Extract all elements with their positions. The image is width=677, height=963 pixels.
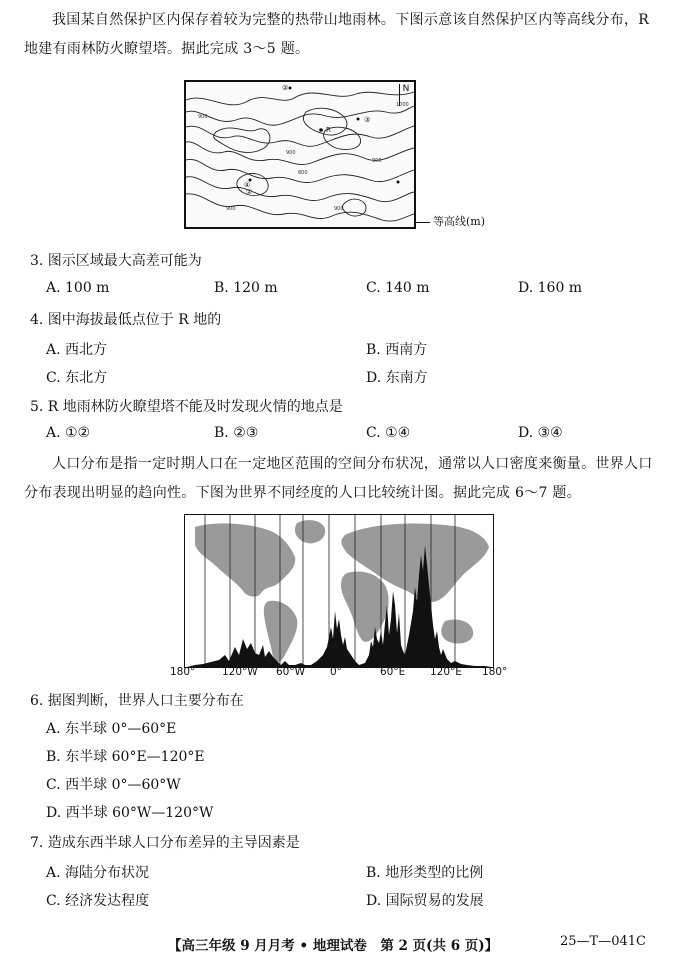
svg-text:800: 800	[298, 170, 308, 176]
contour-legend-line	[414, 222, 430, 223]
x-tick-label: 60°E	[380, 666, 406, 678]
contour-lines-graphic	[186, 82, 414, 227]
svg-text:R: R	[326, 126, 331, 134]
contour-legend	[414, 213, 485, 229]
q5-option-c[interactable]: C. ①④	[366, 425, 411, 441]
q4-option-c[interactable]: C. 东北方	[46, 370, 108, 386]
contour-legend-label: 等高线(m)	[433, 215, 486, 228]
footer-code: 25—T—041C	[560, 934, 646, 949]
north-label: N	[402, 84, 410, 94]
q3-option-b[interactable]: B. 120 m	[214, 280, 278, 296]
q3-option-d[interactable]: D. 160 m	[518, 280, 583, 296]
svg-text:③: ③	[364, 116, 371, 124]
q5-option-b[interactable]: B. ②③	[214, 425, 259, 441]
svg-text:900: 900	[286, 150, 296, 156]
africa-shape	[341, 572, 389, 642]
svg-text:①: ①	[246, 188, 253, 196]
x-tick-label: 120°E	[430, 666, 462, 678]
q7-option-b[interactable]: B. 地形类型的比例	[366, 865, 484, 881]
x-tick-label: 0°	[330, 666, 342, 678]
footer-title: 【高三年级 9 月月考 • 地理试卷 第 2 页(共 6 页)】	[168, 938, 499, 954]
x-tick-label: 180°	[482, 666, 508, 678]
svg-text:②: ②	[282, 84, 289, 92]
q3-option-c[interactable]: C. 140 m	[366, 280, 430, 296]
greenland-shape	[295, 520, 325, 543]
contour-value: 1000	[396, 102, 409, 108]
q3-option-a[interactable]: A. 100 m	[46, 280, 110, 296]
intro-paragraph-1: 我国某自然保护区内保存着较为完整的热带山地雨林。下图示意该自然保护区内等高线分布，R 地建有雨林防火瞭望塔。据此完成 3～5 题。	[24, 12, 650, 57]
svg-text:900: 900	[226, 206, 236, 212]
svg-text:900: 900	[334, 206, 344, 212]
intro-paragraph-2: 人口分布是指一定时期人口在一定地区范围的空间分布状况，通常以人口密度来衡量。世界人口分布表现出明显的趋向性。下图为世界不同经度的人口比较统计图。据此完成 6～7 题。	[24, 456, 653, 501]
q6-option-b[interactable]: B. 东半球 60°E—120°E	[46, 749, 205, 765]
question-6-stem: 6. 据图判断，世界人口主要分布在	[30, 693, 244, 709]
q6-option-a[interactable]: A. 东半球 0°—60°E	[46, 721, 177, 737]
contour-map	[184, 80, 416, 229]
world-map-graphic	[185, 515, 493, 667]
north-arrow-icon	[399, 84, 412, 106]
svg-text:900: 900	[372, 158, 382, 164]
chart-x-axis	[170, 666, 506, 682]
q5-option-a[interactable]: A. ①②	[46, 425, 91, 441]
q4-option-d[interactable]: D. 东南方	[366, 370, 428, 386]
x-tick-label: 180°	[170, 666, 196, 678]
world-population-chart	[184, 514, 494, 668]
question-4-stem: 4. 图中海拔最低点位于 R 地的	[30, 312, 222, 328]
australia-shape	[441, 619, 473, 643]
q5-option-d[interactable]: D. ③④	[518, 425, 563, 441]
q4-option-b[interactable]: B. 西南方	[366, 342, 428, 358]
q6-option-c[interactable]: C. 西半球 0°—60°W	[46, 777, 181, 793]
q4-option-a[interactable]: A. 西北方	[46, 342, 108, 358]
svg-text:900: 900	[198, 114, 208, 120]
x-tick-label: 60°W	[276, 666, 305, 678]
q7-option-d[interactable]: D. 国际贸易的发展	[366, 893, 484, 909]
question-5-stem: 5. R 地雨林防火瞭望塔不能及时发现火情的地点是	[30, 399, 343, 415]
q6-option-d[interactable]: D. 西半球 60°W—120°W	[46, 805, 214, 821]
q7-option-a[interactable]: A. 海陆分布状况	[46, 865, 150, 881]
q7-option-c[interactable]: C. 经济发达程度	[46, 893, 150, 909]
x-tick-label: 120°W	[222, 666, 258, 678]
question-3-stem: 3. 图示区域最大高差可能为	[30, 253, 202, 269]
question-7-stem: 7. 造成东西半球人口分布差异的主导因素是	[30, 835, 300, 851]
svg-text:④: ④	[244, 181, 251, 189]
